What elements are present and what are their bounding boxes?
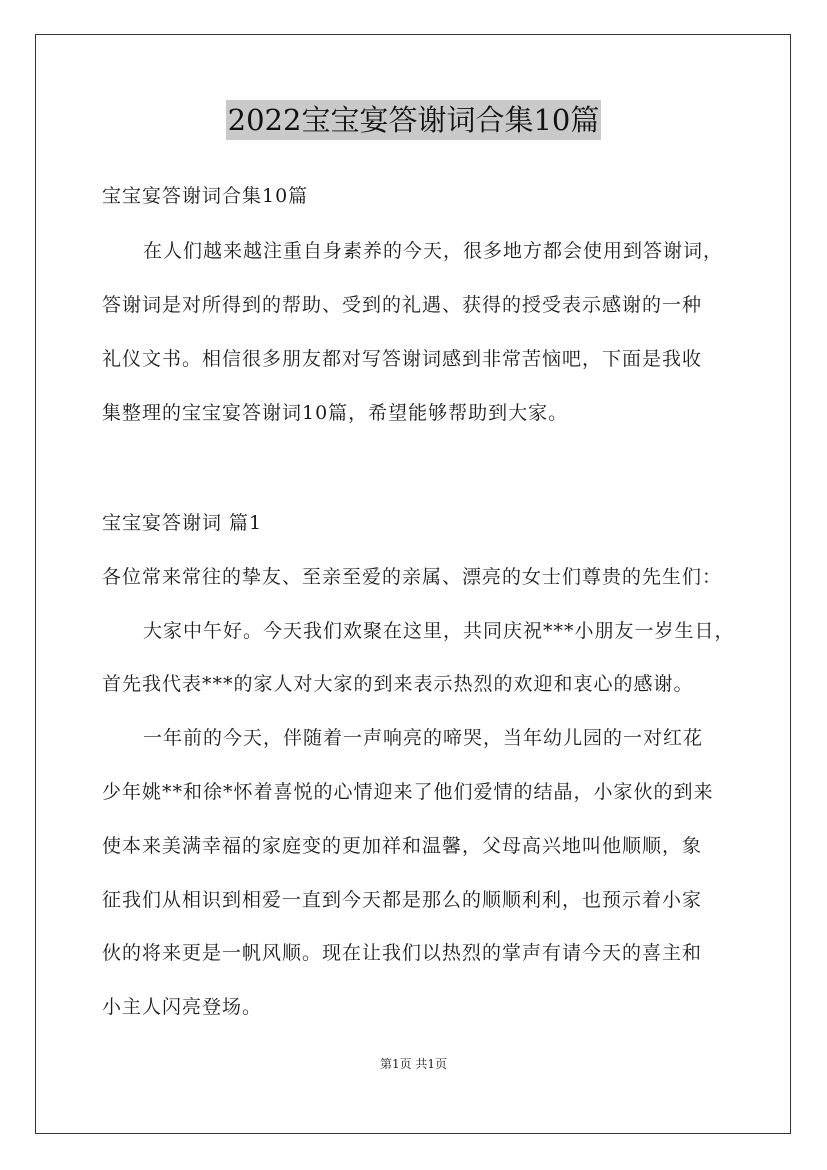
- paragraph-line: 一年前的今天，伴随着一声响亮的啼哭，当年幼儿园的一对红花: [143, 727, 704, 749]
- paragraph-line: 首先我代表***的家人对大家的到来表示热烈的欢迎和衷心的感谢。: [102, 673, 694, 695]
- intro-line: 在人们越来越注重自身素养的今天，很多地方都会使用到答谢词，: [143, 240, 724, 262]
- intro-line: 集整理的宝宝宴答谢词10篇，希望能够帮助到大家。: [102, 402, 569, 424]
- paragraph-line: 小主人闪亮登场。: [102, 996, 263, 1018]
- title-container: [0, 100, 827, 140]
- paragraph-line: 征我们从相识到相爱一直到今天都是那么的顺顺利利，也预示着小家: [102, 889, 703, 911]
- intro-line: 答谢词是对所得到的帮助、受到的礼遇、获得的授受表示感谢的一种: [102, 294, 703, 316]
- paragraph-line: 使本来美满幸福的家庭变的更加祥和温馨，父母高兴地叫他顺顺，象: [102, 835, 703, 857]
- page-footer: 第1页 共1页: [379, 1057, 448, 1071]
- section-heading: 宝宝宴答谢词 篇1: [102, 512, 263, 534]
- intro-line: 礼仪文书。相信很多朋友都对写答谢词感到非常苦恼吧，下面是我收: [102, 348, 703, 370]
- paragraph-line: 少年姚**和徐*怀着喜悦的心情迎来了他们爱情的结晶，小家伙的到来: [102, 781, 714, 803]
- document-title: 2022宝宝宴答谢词合集10篇: [226, 100, 602, 140]
- greeting-line: 各位常来常往的挚友、至亲至爱的亲属、漂亮的女士们尊贵的先生们：: [102, 566, 723, 588]
- paragraph-line: 伙的将来更是一帆风顺。现在让我们以热烈的掌声有请今天的喜主和: [102, 942, 703, 964]
- document-subtitle: 宝宝宴答谢词合集10篇: [102, 185, 309, 207]
- paragraph-line: 大家中午好。今天我们欢聚在这里，共同庆祝***小朋友一岁生日，: [143, 620, 735, 642]
